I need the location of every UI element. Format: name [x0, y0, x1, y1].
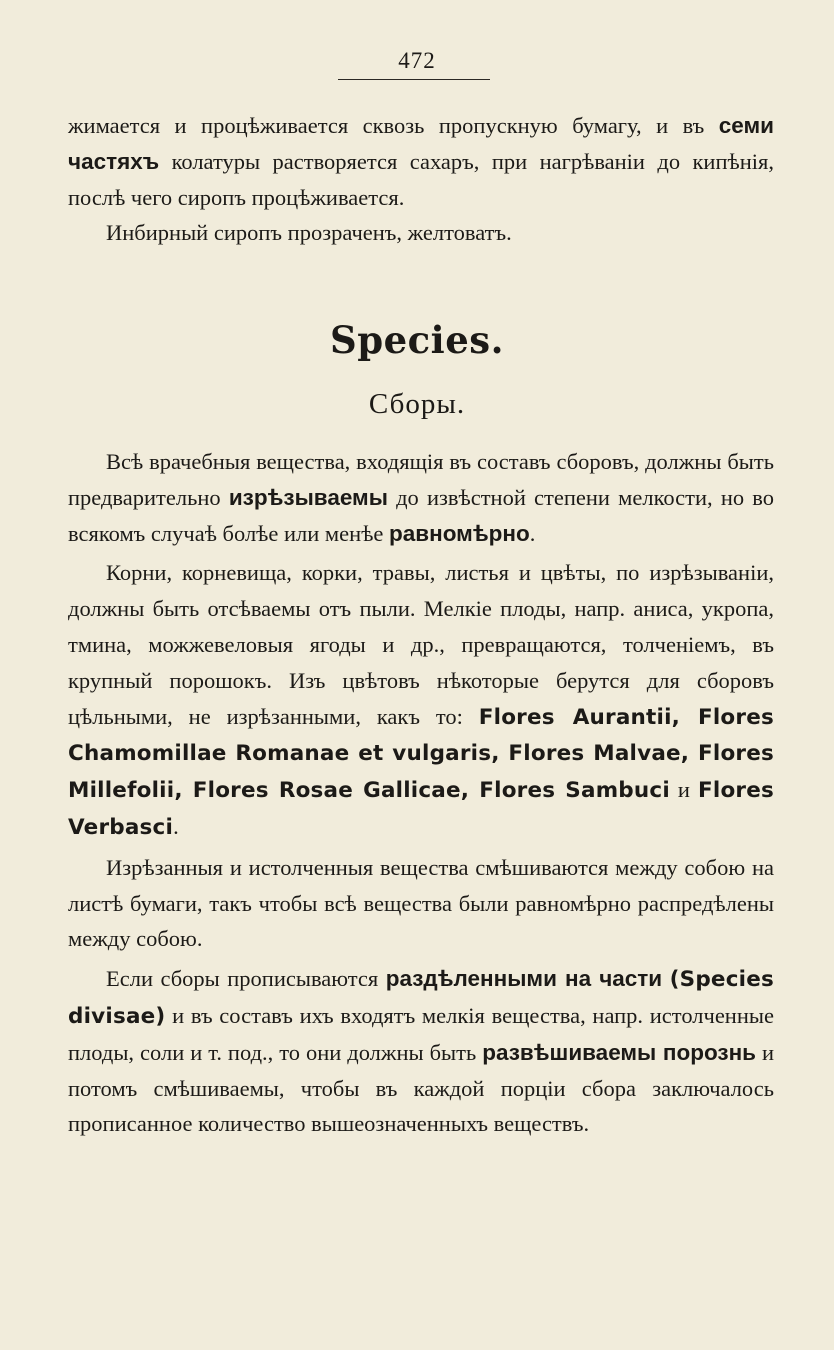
text-run: и въ составъ ихъ входятъ мелкія вещества, напр. истолченные плоды, соли и т. под., то они должны быть — [68, 1002, 774, 1065]
section-heading-russian: Сборы. — [368, 388, 466, 420]
section-heading-latin: Species. — [330, 318, 504, 362]
text-run: . — [529, 520, 536, 546]
paragraph-3: Изрѣзанныя и истолченныя вещества смѣшиваются между собою на листѣ бумаги, такъ чтобы всѣ вещества были равномѣрно распредѣлены между собою. — [68, 854, 774, 952]
bold-run: равномѣрно — [389, 520, 530, 546]
bold-run: семи частяхъ — [68, 113, 774, 174]
paragraph-4 — [68, 961, 774, 1142]
latin-bold-run: Flores Aurantii, Flores Chamomillae Romanae et vulgaris, Flores Malvae, Flores Millefolii, Flores Rosae Gallicae, Flores Sambuci — [68, 704, 774, 804]
latin-bold-run: Flores Verbasci — [68, 778, 774, 840]
page-number-rule — [338, 79, 490, 80]
text-run: колатуры растворяется сахаръ, при нагрѣваніи до кипѣнія, послѣ чего сиропъ процѣживается. — [68, 148, 774, 210]
paragraph-ginger-syrup: Инбирный сиропъ прозраченъ, желтоватъ. — [106, 220, 512, 246]
text-block-species — [68, 444, 774, 1146]
text-run: до извѣстной степени мелкости, но во всякомъ случаѣ болѣе или менѣе — [68, 484, 774, 546]
page-number: 472 — [398, 48, 436, 73]
text-run: жимается и процѣживается сквозь пропускную бумагу, и въ — [68, 113, 719, 138]
text-block-top — [68, 108, 774, 251]
text-run: Корни, корневища, корки, травы, листья и цвѣты, по изрѣзываніи, должны быть отсѣваемы отъ пыли. Мелкіе плоды, напр. аниса, укропа, тмина, можжевеловыя ягоды и др., превращаются, толченіемъ, въ крупный порошокъ. Изъ цвѣтовъ нѣкоторые берутся для сборовъ цѣльными, не изрѣзанными, какъ то: — [68, 560, 774, 729]
text-run: и потомъ смѣшиваемы, чтобы въ каждой порціи сбора заключалось прописанное количество вышеозначенныхъ веществъ. — [68, 1039, 775, 1137]
paragraph-2 — [68, 555, 774, 845]
bold-run: развѣшиваемы порознь — [482, 1039, 756, 1065]
text-run: и — [669, 777, 698, 803]
bold-run: изрѣзываемы — [228, 484, 388, 510]
latin-bold-run: (Species divisae) — [68, 967, 774, 1029]
text-run — [662, 966, 669, 991]
paragraph-1 — [68, 444, 774, 551]
text-run: Если сборы прописываются — [106, 966, 386, 992]
text-run: Всѣ врачебныя вещества, входящія въ составъ сборовъ, должны быть предварительно — [68, 449, 774, 510]
text-run: . — [173, 813, 179, 839]
bold-run: раздѣленными на части — [385, 966, 663, 992]
paragraph-continuation — [68, 108, 774, 215]
